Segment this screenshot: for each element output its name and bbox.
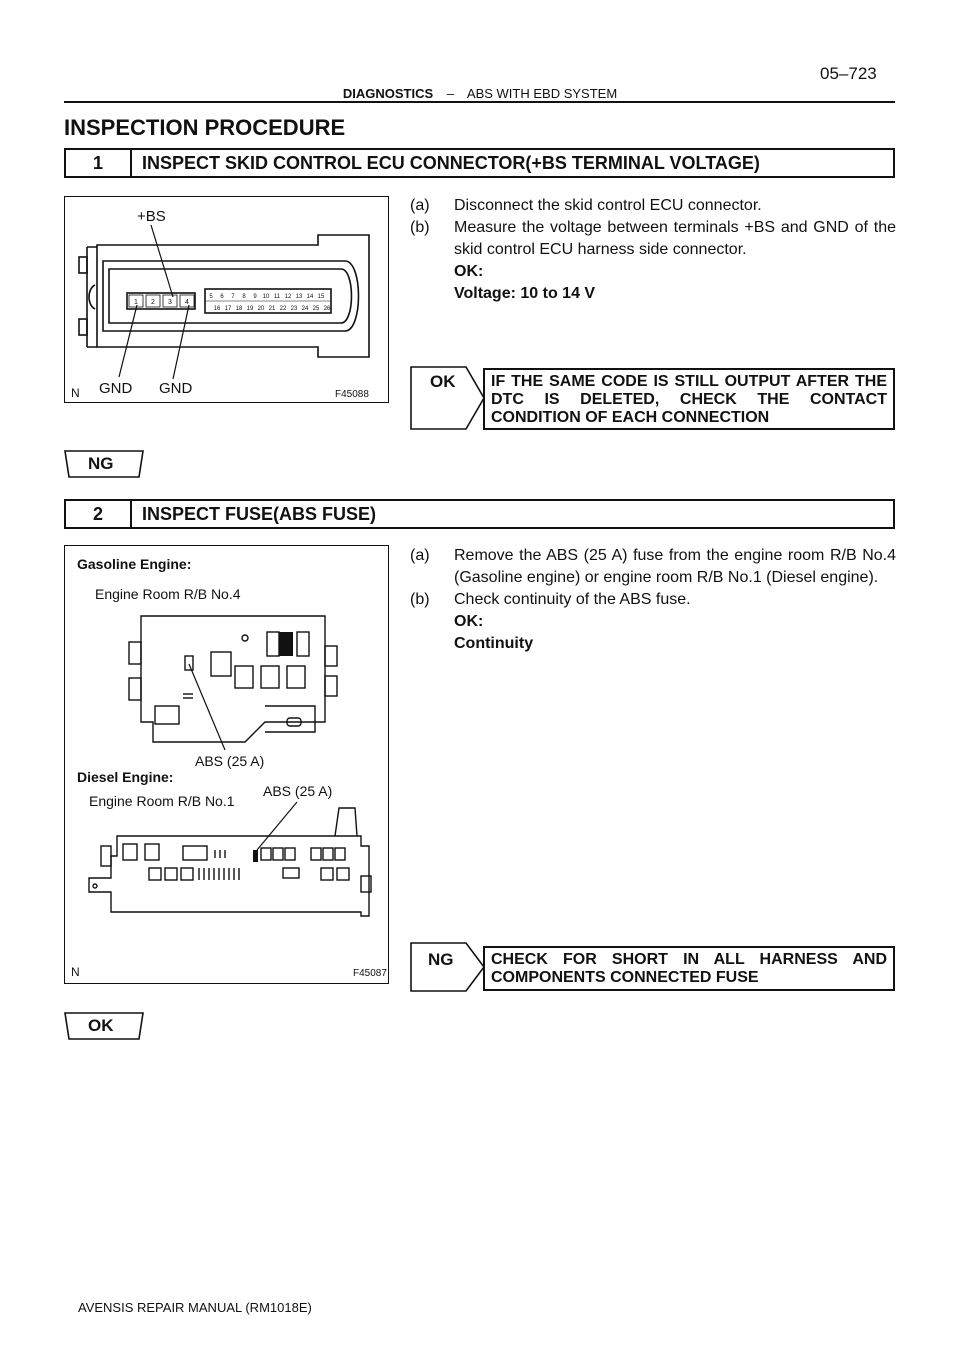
page-number: 05–723	[820, 64, 877, 83]
step-2-b-label: (b)	[410, 591, 430, 608]
header-section: DIAGNOSTICS	[342, 86, 434, 101]
label-gnd-1: GND	[99, 380, 133, 397]
pin-19: 19	[246, 306, 254, 312]
pin-12: 12	[284, 294, 292, 300]
label-diesel-rb: Engine Room R/B No.1	[89, 793, 235, 809]
label-bs: +BS	[137, 208, 166, 225]
step-2-title: INSPECT FUSE(ABS FUSE)	[142, 503, 377, 524]
pin-9: 9	[253, 294, 257, 300]
step-2-ok-label: OK:	[454, 613, 484, 630]
pin-8: 8	[242, 294, 246, 300]
figure-code: F45088	[335, 389, 369, 400]
pin-14: 14	[306, 294, 314, 300]
step-2-next-tag: OK	[88, 1016, 114, 1035]
step-1-bar	[64, 148, 895, 178]
header-subsection: ABS WITH EBD SYSTEM	[466, 86, 618, 101]
figure-2-corner-n: N	[71, 965, 80, 979]
figure-2-code: F45087	[353, 968, 387, 979]
relay-block-diagram	[65, 546, 387, 982]
step-1-ok-label: OK:	[454, 263, 484, 280]
pin-2: 2	[151, 299, 155, 306]
label-gnd-2: GND	[159, 380, 193, 397]
header-rule	[64, 101, 895, 103]
pin-25: 25	[312, 306, 320, 312]
pin-22: 22	[279, 306, 287, 312]
pin-4: 4	[185, 299, 189, 306]
step-2-ok-value: Continuity	[454, 635, 534, 652]
pin-24: 24	[301, 306, 309, 312]
figure-corner-n: N	[71, 386, 80, 400]
step-1-result-box: IF THE SAME CODE IS STILL OUTPUT AFTER THE DTC IS DELETED, CHECK THE CONTACT CONDITION OF EACH CONNECTION	[483, 368, 895, 430]
label-abs-fuse-2: ABS (25 A)	[263, 783, 333, 799]
label-gasoline-engine: Gasoline Engine:	[77, 556, 192, 572]
pin-6: 6	[220, 294, 224, 300]
step-1-a-label: (a)	[410, 197, 430, 214]
pin-17: 17	[224, 306, 232, 312]
step-1-next-tag: NG	[88, 454, 114, 473]
pin-21: 21	[268, 306, 276, 312]
step-1-b-label: (b)	[410, 219, 430, 236]
pin-20: 20	[257, 306, 265, 312]
connector-figure	[64, 196, 389, 403]
ecu-connector-diagram	[65, 197, 387, 401]
label-gasoline-rb: Engine Room R/B No.4	[95, 586, 241, 602]
step-1-result-tag: OK	[430, 372, 456, 391]
step-2-number: 2	[66, 501, 132, 527]
label-abs-fuse-1: ABS (25 A)	[195, 753, 265, 769]
footer: AVENSIS REPAIR MANUAL (RM1018E)	[78, 1300, 312, 1315]
pin-13: 13	[295, 294, 303, 300]
pin-23: 23	[290, 306, 298, 312]
step-2-bar	[64, 499, 895, 529]
pin-5: 5	[209, 294, 213, 300]
pin-16: 16	[213, 306, 221, 312]
pin-18: 18	[235, 306, 243, 312]
page-title: INSPECTION PROCEDURE	[64, 115, 346, 140]
pin-15: 15	[317, 294, 325, 300]
header-separator: –	[446, 86, 454, 101]
step-2-result-tag: NG	[428, 950, 454, 969]
step-2-a-text: Remove the ABS (25 A) fuse from the engine room R/B No.4 (Gasoline engine) or engine room R/B No.1 (Diesel engine).	[454, 547, 896, 586]
step-1-instructions	[410, 195, 896, 305]
pin-26: 26	[323, 306, 331, 312]
pin-3: 3	[168, 299, 172, 306]
step-1-b-text: Measure the voltage between terminals +BS and GND of the skid control ECU harness side connector.	[454, 219, 896, 258]
step-1-a-text: Disconnect the skid control ECU connector.	[454, 197, 762, 214]
step-1-title: INSPECT SKID CONTROL ECU CONNECTOR(+BS TERMINAL VOLTAGE)	[142, 152, 760, 173]
running-header	[0, 86, 960, 101]
pin-10: 10	[262, 294, 270, 300]
step-2-result-box: CHECK FOR SHORT IN ALL HARNESS AND COMPONENTS CONNECTED FUSE	[483, 946, 895, 991]
fuse-figure	[64, 545, 389, 984]
label-diesel-engine: Diesel Engine:	[77, 769, 174, 785]
pin-7: 7	[231, 294, 235, 300]
step-2-a-label: (a)	[410, 547, 430, 564]
pin-1: 1	[134, 299, 138, 306]
step-2-instructions	[410, 545, 896, 655]
step-2-b-text: Check continuity of the ABS fuse.	[454, 591, 691, 608]
pin-11: 11	[273, 294, 281, 300]
step-1-ok-value: Voltage: 10 to 14 V	[454, 285, 596, 302]
step-1-number: 1	[66, 150, 132, 176]
